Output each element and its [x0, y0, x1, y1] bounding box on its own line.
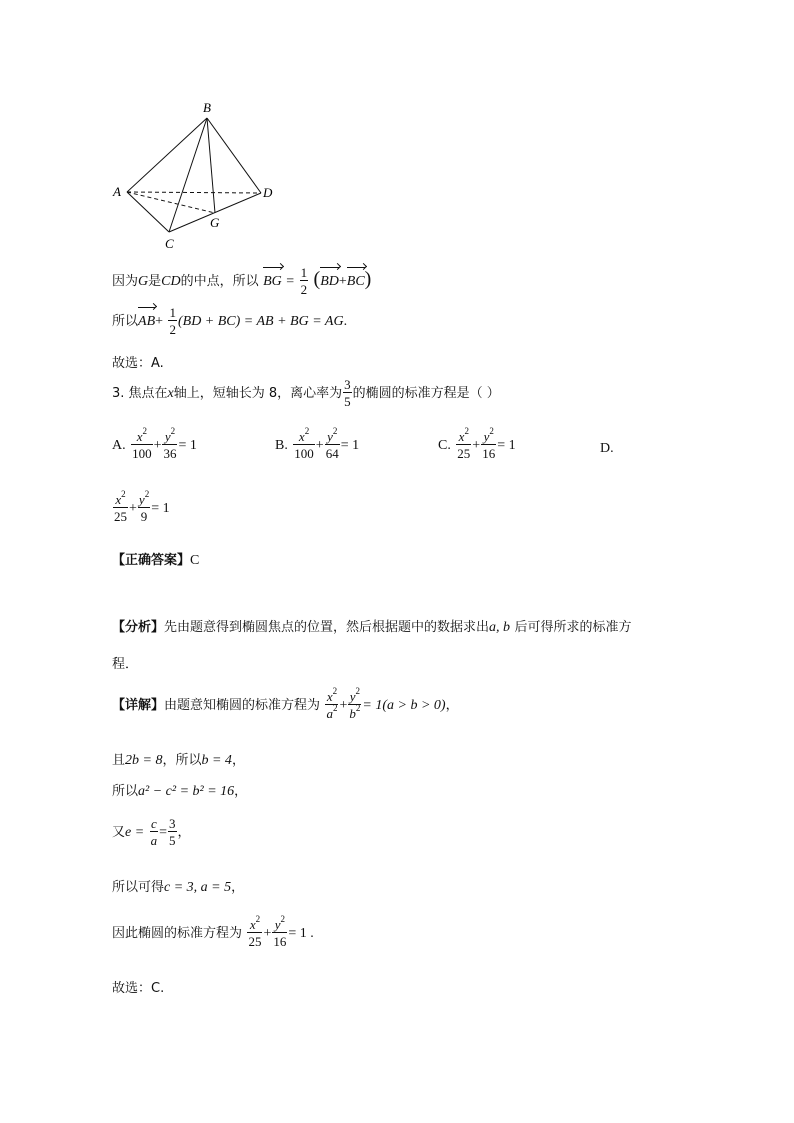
text: 又	[112, 825, 126, 840]
edge-bg	[207, 118, 215, 213]
text: 后可得所求的标准方	[514, 620, 632, 635]
den: a	[150, 833, 158, 848]
math: e =	[125, 825, 145, 840]
math: c = 3, a = 5	[164, 880, 232, 895]
fraction-half	[300, 266, 309, 296]
line-ag-result	[112, 306, 347, 336]
den: 16	[482, 446, 496, 461]
step-final-equation: 因此椭圆的标准方程为 $\frac{x^2}{25}$ + $\frac{y^2}{16}$ = 1 .	[112, 914, 314, 949]
step-2b	[112, 749, 245, 769]
text: ，	[177, 825, 191, 840]
text: ，所以	[162, 753, 202, 768]
fraction-y: $\frac{y^2}{64}$	[325, 426, 339, 461]
den: 9	[140, 509, 148, 524]
den: 16	[273, 934, 287, 949]
fraction-x-a: $\frac{x^2}{a^2}$	[326, 686, 338, 721]
den: 25	[114, 509, 127, 524]
fraction-x: $\frac{x^2}{25}$	[457, 426, 471, 461]
tetrahedron-figure	[105, 95, 295, 255]
correct-answer	[112, 549, 199, 569]
math: 2b = 8	[125, 753, 163, 768]
label-a: A	[113, 184, 121, 199]
vec-text: AB	[138, 314, 156, 329]
eq: =	[159, 825, 168, 840]
period: .	[343, 314, 348, 329]
vector-expression: (BD + BC) = AB + BG = AG	[177, 314, 344, 329]
step-abc	[112, 780, 247, 800]
den: 5	[169, 833, 176, 848]
text: 是	[148, 274, 162, 289]
fraction-x: $\frac{x^2}{25}$	[114, 489, 127, 524]
analysis-line1	[112, 616, 632, 636]
step-values	[112, 876, 244, 896]
fraction-y-b: $\frac{y^2}{b^2}$	[349, 686, 361, 721]
text: 的椭圆的标准方程是（ ）	[352, 386, 500, 401]
eq: =	[286, 274, 295, 289]
den: 2	[169, 322, 176, 337]
text: 因此椭圆的标准方程为	[112, 926, 243, 941]
fraction-half	[168, 306, 177, 336]
fraction-y: $\frac{y^2}{16}$	[482, 426, 496, 461]
line-bg-midpoint: 因为G是CD的中点，所以 BG = $\frac{1}{2}$ ( BD+ BC)	[112, 265, 372, 297]
fraction-eccentricity	[343, 378, 352, 408]
text: 所以可得	[112, 880, 165, 895]
label: 【分析】	[112, 620, 165, 635]
label: B.	[275, 438, 288, 453]
num: 1	[169, 305, 176, 320]
fraction-c-a	[150, 817, 159, 847]
eq: = 1	[497, 438, 516, 453]
fraction-y: $\frac{y^2}{16}$	[273, 914, 287, 949]
edge-ac	[127, 192, 169, 232]
eq: = 1	[178, 438, 197, 453]
math: a² − c² = b² = 16	[138, 784, 235, 799]
fraction-y: $\frac{y^2}{9}$	[138, 489, 150, 524]
option-d-label[interactable]	[600, 440, 614, 457]
fraction-y: $\frac{y^2}{36}$	[163, 426, 177, 461]
num: 3	[344, 377, 351, 392]
den: 2	[300, 282, 308, 297]
num: 3	[169, 816, 176, 831]
option-a[interactable]: A. $\frac{x^2}{100}$ + $\frac{y^2}{36}$ = 1	[112, 426, 197, 461]
label-d: D	[263, 185, 273, 200]
text: 由题意知椭圆的标准方程为	[164, 698, 321, 713]
math: b = 4	[201, 753, 232, 768]
label-g: G	[210, 215, 220, 230]
den: 5	[344, 394, 351, 409]
math: G	[138, 274, 149, 289]
text: 因为	[112, 274, 139, 289]
text: ，	[231, 880, 245, 895]
step-eccentricity	[112, 817, 191, 847]
math: a, b	[489, 620, 511, 635]
condition: = 1(a > b > 0)	[362, 698, 446, 713]
label-c: C	[165, 236, 174, 251]
text: 的中点，所以	[180, 274, 259, 289]
eq: = 1	[340, 438, 360, 453]
option-c[interactable]: C. $\frac{x^2}{25}$ + $\frac{y^2}{16}$ = 1	[438, 426, 516, 461]
fraction-x: $\frac{x^2}{100}$	[132, 426, 152, 461]
text: ，	[234, 784, 248, 799]
edge-ad-dashed	[127, 192, 261, 193]
plus: +	[155, 314, 164, 329]
num: c	[151, 816, 157, 831]
label: A.	[112, 438, 126, 453]
detail-line: 【详解】由题意知椭圆的标准方程为 $\frac{x^2}{a^2}$ + $\frac{y^2}{b^2}$ = 1(a > b > 0)，	[112, 686, 459, 721]
label: 【正确答案】	[112, 553, 191, 568]
plus: +	[338, 274, 347, 289]
vector-bg	[263, 274, 282, 289]
den: 64	[325, 446, 339, 461]
text: 轴上，短轴长为 8，离心率为	[173, 386, 343, 401]
comma: ，	[445, 698, 459, 713]
value: C	[190, 553, 200, 568]
fraction-3-5	[168, 817, 177, 847]
num: 1	[300, 265, 308, 280]
den: 36	[163, 446, 177, 461]
eq: = 1 .	[288, 926, 314, 941]
text: 所以	[112, 784, 139, 799]
edge-ag-dashed	[127, 192, 215, 213]
text: 先由题意得到椭圆焦点的位置，然后根据题中的数据求出	[164, 620, 490, 635]
text: 且	[112, 753, 126, 768]
label: 【详解】	[112, 698, 165, 713]
label: D.	[600, 441, 614, 456]
den: 100	[132, 446, 152, 461]
den: 25	[248, 934, 262, 949]
math: CD	[161, 274, 181, 289]
den: 100	[294, 446, 314, 461]
label-b: B	[203, 100, 211, 115]
fraction-x: $\frac{x^2}{100}$	[294, 426, 314, 461]
analysis-line2: 程．	[112, 657, 139, 672]
den: 25	[457, 446, 471, 461]
edge-bd	[207, 118, 261, 193]
vec-text: BC	[346, 274, 365, 289]
math: x	[167, 386, 174, 401]
vector-bc	[347, 274, 365, 289]
text: ，	[231, 753, 245, 768]
text: 所以	[112, 314, 139, 329]
label: C.	[438, 438, 451, 453]
choice-c-conclusion: 故选：C.	[112, 981, 165, 996]
text: 3. 焦点在	[112, 386, 168, 401]
vec-text: BD	[320, 274, 339, 289]
option-d-equation[interactable]: $\frac{x^2}{25}$ + $\frac{y^2}{9}$ = 1	[114, 489, 170, 524]
vector-ab	[138, 314, 155, 329]
choice-a-conclusion: 故选：A.	[112, 356, 164, 371]
vec-text: BG	[263, 274, 282, 289]
eq: = 1	[151, 501, 170, 516]
vector-bd	[320, 274, 339, 289]
fraction-x: $\frac{x^2}{25}$	[248, 914, 262, 949]
option-b[interactable]: B. $\frac{x^2}{100}$ + $\frac{y^2}{64}$ = 1	[275, 426, 360, 461]
question-3	[112, 378, 500, 408]
